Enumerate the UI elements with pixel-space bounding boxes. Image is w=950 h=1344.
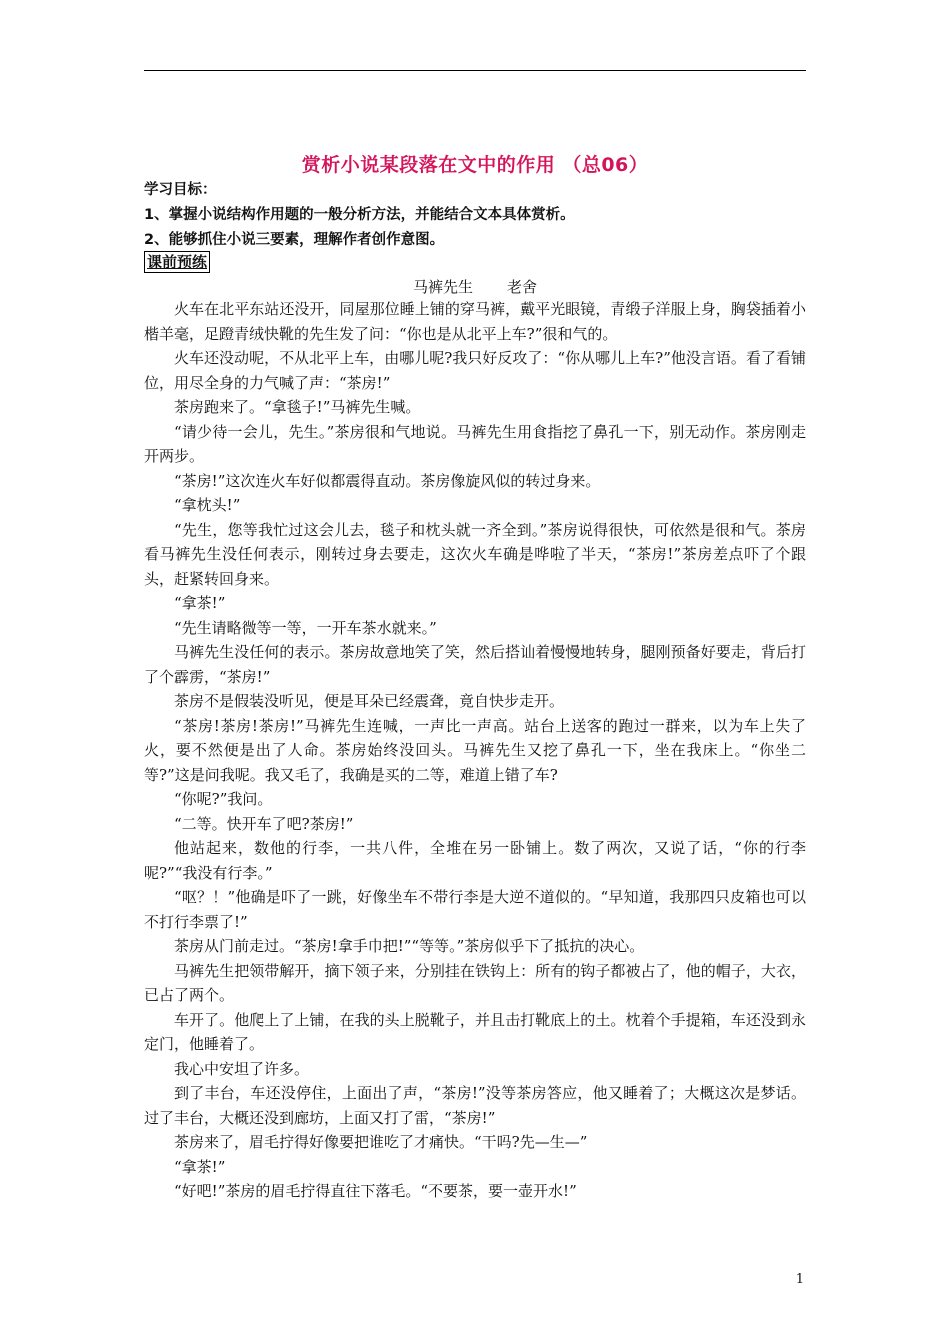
paragraph: 火车还没动呢，不从北平上车，由哪儿呢?我只好反攻了：“你从哪儿上车?”他没言语。看了看铺位，用尽全身的力气喊了声：“茶房!” (144, 349, 806, 392)
paragraph: “拿茶!” (174, 594, 226, 612)
paragraph: “拿茶!” (174, 1157, 226, 1176)
paragraph: 马裤先生没任何的表示。茶房故意地笑了笑，然后搭讪着慢慢地转身，腿刚预备好要走，背后打了个霹雳，“茶房!” (144, 643, 806, 686)
paragraph: “茶房!”这次连火车好似都震得直动。茶房像旋风似的转过身来。 (174, 471, 601, 490)
paragraph: “先生请略微等一等，一开车茶水就来。” (174, 618, 437, 637)
paragraph: 他站起来，数他的行李，一共八件，全堆在另一卧铺上。数了两次，又说了话，“你的行李呢?”“我没有行李。” (144, 839, 806, 882)
objectives-heading: 学习目标： (144, 182, 217, 198)
paragraph: 茶房跑来了。“拿毯子!”马裤先生喊。 (174, 398, 421, 416)
paragraph: “呕？！”他确是吓了一跳，好像坐车不带行李是大逆不道似的。“早知道，我那四只皮箱也可以不打行李票了!” (144, 888, 806, 931)
page-title: 赏析小说某段落在文中的作用 （总06） (301, 154, 649, 176)
paragraph: 马裤先生把领带解开，摘下领子来，分别挂在铁钩上：所有的钩子都被占了，他的帽子，大衣，已占了两个。 (144, 961, 806, 1004)
objective-item: 2、能够抓住小说三要素，理解作者创作意图。 (144, 232, 445, 248)
learning-objectives (144, 178, 806, 253)
paragraph: 茶房不是假装没听见，便是耳朵已经震聋，竟自快步走开。 (174, 692, 565, 710)
objective-item: 1、掌握小说结构作用题的一般分析方法，并能结合文本具体赏析。 (144, 207, 575, 223)
story-title: 马裤先生 (412, 278, 473, 296)
paragraph: “二等。快开车了吧?茶房!” (174, 814, 354, 833)
paragraph: 到了丰台，车还没停住，上面出了声，“茶房!”没等茶房答应，他又睡着了；大概这次是梦话。过了丰台，大概还没到廊坊，上面又打了雷，“茶房!” (144, 1084, 806, 1127)
story-author: 老舍 (507, 278, 538, 296)
paragraph: “茶房!茶房!茶房!”马裤先生连喊，一声比一声高。站台上送客的跑过一群来，以为车上失了火，要不然便是出了人命。茶房始终没回头。马裤先生又挖了鼻孔一下，坐在我床上。“你坐二等?”这是问我呢。我又毛了，我确是买的二等，难道上错了车? (144, 716, 806, 784)
paragraph: “你呢?”我问。 (174, 790, 273, 808)
paragraph: 火车在北平东站还没开，同屋那位睡上铺的穿马裤，戴平光眼镜，青缎子洋服上身，胸袋插着小楷羊毫，足蹬青绒快靴的先生发了问：“你也是从北平上车?”很和气的。 (144, 300, 806, 343)
paragraph: “先生，您等我忙过这会儿去，毯子和枕头就一齐全到。”茶房说得很快，可依然是很和气。茶房看马裤先生没任何表示，刚转过身去要走，这次火车确是哗啦了半天，“茶房!”茶房差点吓了个跟头，赶紧转回身来。 (144, 520, 806, 588)
page-number: 1 (795, 1272, 804, 1287)
paragraph: “拿枕头!” (174, 496, 241, 514)
header-rule (144, 70, 806, 71)
paragraph: 车开了。他爬上了上铺，在我的头上脱靴子，并且击打靴底上的土。枕着个手提箱，车还没到永定门，他睡着了。 (144, 1010, 806, 1053)
section-tag: 课前预练 (144, 251, 210, 273)
paragraph: 茶房来了，眉毛拧得好像要把谁吃了才痛快。“干吗?先—生—” (174, 1133, 588, 1151)
paragraph: 茶房从门前走过。“茶房!拿手巾把!”“等等。”茶房似乎下了抵抗的决心。 (174, 937, 645, 955)
story-heading (144, 276, 806, 298)
story-body (144, 297, 806, 1204)
paragraph: “请少待一会儿，先生。”茶房很和气地说。马裤先生用食指挖了鼻孔一下，别无动作。茶房刚走开两步。 (144, 422, 806, 465)
paragraph: “好吧!”茶房的眉毛拧得直往下落毛。“不要茶，要一壶开水!” (174, 1182, 577, 1200)
paragraph: 我心中安坦了许多。 (174, 1059, 310, 1078)
